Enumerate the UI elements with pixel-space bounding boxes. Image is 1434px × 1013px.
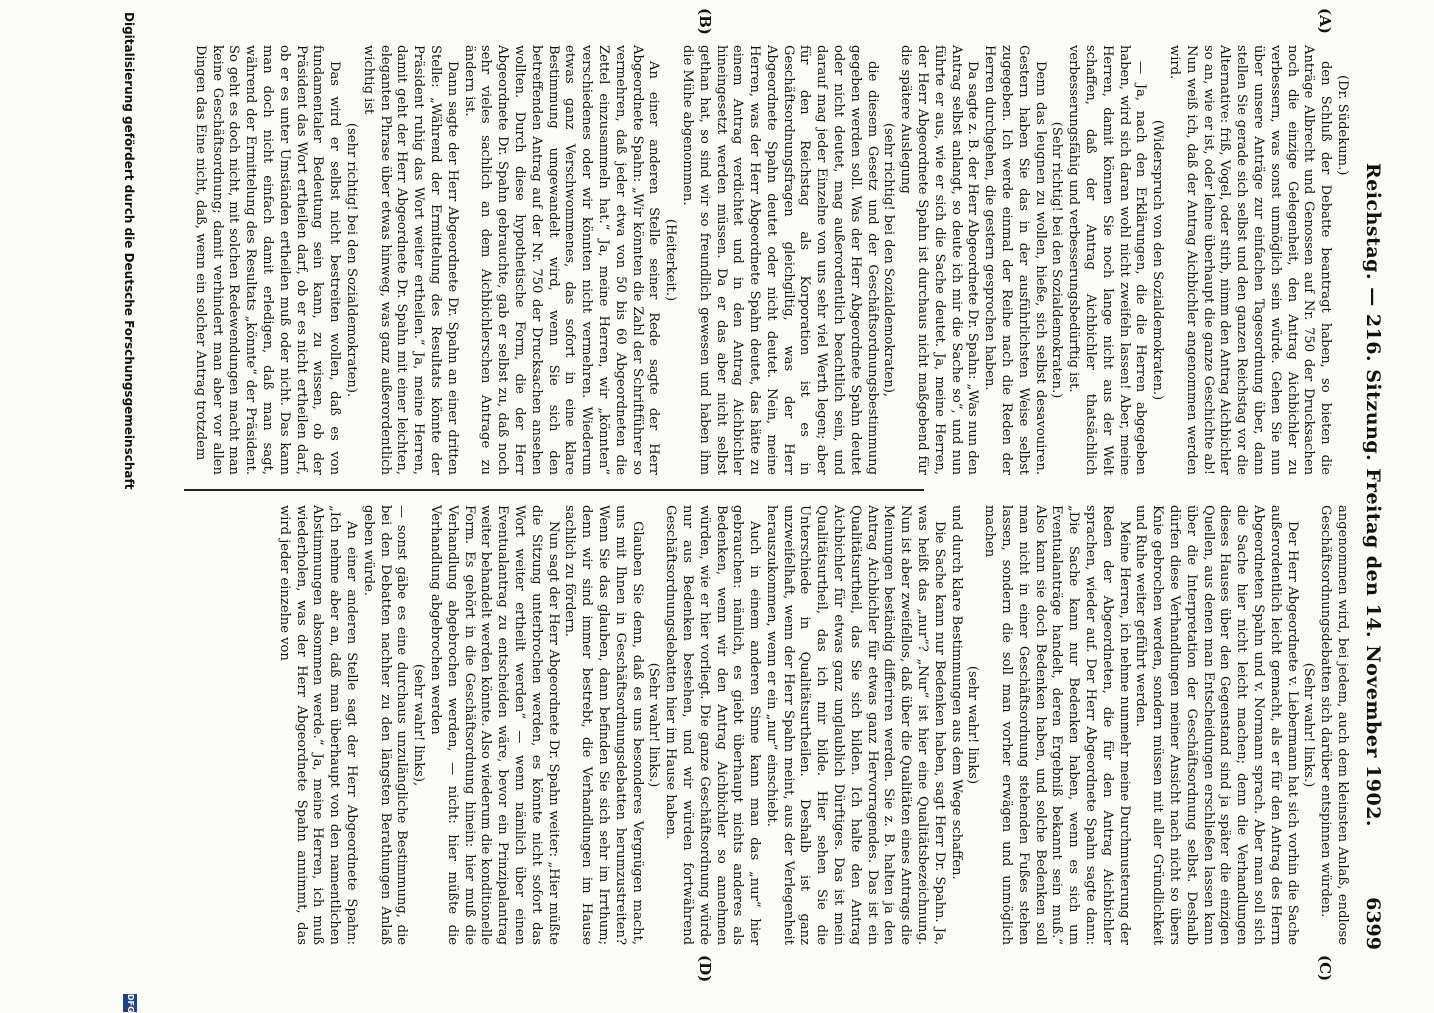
margin-mark-c: (C) <box>1316 955 1334 982</box>
interjection: (sehr richtig! bei den Sozialdemokraten), <box>881 122 897 398</box>
interjection: (Sehr richtig! bei den Sozialdemokraten.) <box>1049 121 1065 399</box>
interjection: (Sehr wahr! links.) <box>646 662 662 788</box>
paragraph: Der Herr Abgeordnete v. Liebermann hat sich vorhin die Sache außerordentlich leicht gemacht, als er für den Antrag des Herrn Abgeordneten Spahn und v. Normann sprach. Aber man soll sich die Sache hier nicht leicht machen; denn die Verhandlungen dieses Hauses über den Gegenstand sind ja später die einzigen Quellen, aus denen man Entscheidungen erschließen lassen kann über die Interpretation der Geschäftsordnung selbst. Deshalb dürfen diese Verhandlungen meiner Ansicht nach nicht so übers Knie gebrochen werden, sondern müssen mit aller Gründlichkeit und Ruhe weiter geführt werden. <box>1133 505 1300 945</box>
paragraph: Nun sagt der Herr Abgeordnete Dr. Spahn weiter: „Hier müßte die Sitzung unterbrochen werden, es könnte nicht sofort das Wort weiter ertheilt werden“ — wenn nämlich über einen Eventualantrag zu entscheiden wäre, bevor ein Prinzipalantrag weiter behandelt werden könnte. Also wiederum die konditionelle Form. Es gehört in die Geschäftsordnung hinein: hier muß die Verhandlung abgebrochen werden, — nicht: hier müßte die Verhandlung abgebrochen werden <box>427 505 561 945</box>
speaker-label: (Dr. Südekum.) <box>1335 75 1350 176</box>
interjection: (sehr wahr! links) <box>965 665 981 785</box>
paragraph: Denn das leugnen zu wollen, hieße, sich selbst desavouiren. Gestern haben Sie das in der ausführlichsten Weise selbst zugegeben. Ich werde einmal der Reihe nach die Reden der Herren durchgehen, die gestern gesprochen haben. <box>982 45 1048 475</box>
paragraph: Auch in einem anderen Sinne kann man das „nur“ hier gebrauchen: nämlich, es giebt überhaupt nichts anderes als Bedenken, wenn wir den Antrag Aichbichler so annehmen würden, wie er hier vorliegt. Die ganze Geschäftsordnung würde nur aus Bedenken bestehen, und wir würden fortwährend Geschäftsordnungsdebatten hier im Hause haben. <box>663 505 763 945</box>
margin-mark-b: (B) <box>696 8 714 35</box>
interjection: (Widerspruch von den Sozialdemokraten.) <box>1150 119 1166 401</box>
interjection: (Sehr wahr! links.) <box>1301 662 1317 788</box>
footer-text: Digitalisierung gefördert durch die Deutsche Forschungsgemeinschaft <box>122 12 136 490</box>
interjection: (sehr wahr! links), <box>411 663 427 787</box>
right-text-column <box>190 505 1350 945</box>
scanned-page <box>114 0 1394 1013</box>
header-title: Reichstag. — 216. Sitzung. Freitag den 14. November 1902. <box>1362 162 1384 828</box>
paragraph: Das wird er selbst nicht bestreiten wollen, daß es von fundamentaler Bedeutung sein kann, zu wissen, ob der Präsident das Wort ertheilen darf, ob er es nicht ertheilen darf, ob er es unter Umständen ertheilen muß oder nicht. Das kann man doch nicht einfach damit erledigen, daß man sagt, während der Ermittelung des Resultats „könnte“ der Präsident. So geht es doch nicht, mit solchen Redewendungen macht man keine Geschäftsordnung; damit verhindert man aber vor allen Dingen das Eine nicht, daß, wenn ein solcher Antrag trotzdem <box>192 45 343 475</box>
digitization-footer <box>114 0 142 1013</box>
page-header <box>1354 40 1388 950</box>
paragraph: An einer anderen Stelle sagt der Herr Abgeordnete Spahn: „Ich nehme aber an, daß man überhaupt von den namentlichen Abstimmungen absommen werde.“ Ja, meine Herren, ich muß wiederholen, was der Herr Abgeordnete Spahn annimmt, das wird jeder einzelne von <box>276 505 359 945</box>
paragraph: Dann sagte der Herr Abgeordnete Dr. Spahn an einer dritten Stelle: „Während der Ermittelung des Resultats könnte der Präsident ruhig das Wort weiter ertheilen.“ Ja, meine Herren, damit geht der Herr Abgeordnete Dr. Spahn mit einer leichten, eleganten Phrase über etwas hinweg, was ganz außerordentlich wichtig ist <box>360 45 460 475</box>
paragraph: die diesem Gesetz und der Geschäftsordnungsbestimmung gegeben werden soll. Was der Herr Abgeordnete Spahn deutet oder nicht deutet, mag außerordentlich beachtlich sein, und darauf mag jeder Einzelne von uns sehr viel Werth legen; aber für den Reichstag als Korporation ist es in Geschäftsordnungsfragen gleichgiltig, was der Herr Abgeordnete Spahn deutet oder nicht deutet. Nein, meine Herren, was der Herr Abgeordnete Spahn deutet, das hätte zu einem Antrag verdichtet und in den Antrag Aichbichler hineingesetzt werden müssen. Da er das aber nicht selbst gethan hat, so sind wir so freundlich gewesen und haben ihm die Mühe abgenommen. <box>679 45 880 475</box>
paragraph: — sonst gäbe es eine durchaus unzulängliche Bestimmung, die bei den Debatten nachher zu den längsten Berathungen Anlaß geben würde. <box>360 505 410 945</box>
paragraph: — Ja, nach den Erklärungen, die die Herren abgegeben haben, wird sich daran wohl nicht zweifeln lassen! Aber, meine Herren, damit können Sie noch lange nicht aus der Welt schaffen, daß der Antrag Aichbichler thatsächlich verbesserungsfähig und verbesserungsbedürftig ist. <box>1066 45 1149 475</box>
paragraph: und durch klare Bestimmungen aus dem Wege schaffen. <box>948 505 964 880</box>
paragraph: An einer anderen Stelle seiner Rede sagte der Herr Abgeordnete Spahn: „Wir könnten die Zahl der Schriftführer so vermehren, daß jeder etwa von 50 bis 60 Abgeordneten die Zettel einzusammeln hat.“ Ja, meine Herren, wir „könnten“ verschiedenes oder wir könnten nicht vermehren. Wiederum etwas ganz Verschwommenes, das sofort in eine klare Bestimmung umgewandelt wird, wenn Sie sich den betreffenden Antrag auf der Nr. 750 der Drucksachen ansehen wollten. Durch diese hypothetische Form, die der Herr Abgeordnete Dr. Spahn gebrauchte, gab er selbst zu, daß noch sehr vieles sachlich an dem Aichbichlerschen Antrage zu ändern ist. <box>461 45 662 475</box>
paragraph: Meine Herren, ich nehme nunmehr meine Durchmusterung der Reden der Abgeordneten, die für den Antrag Aichbichler sprachen, wieder auf. Der Herr Abgeordnete Spahn sagte dann: „Die Sache kann nur Bedenken haben, wenn es sich um Eventualanträge handelt, deren Ergebniß bekannt sein muß.“ Also kann sie doch Bedenken haben, und solche Bedenken soll man nicht in einer Geschäftsordnung stehenden Fußes stehen lassen, sondern die soll man vorher erwägen und unmöglich machen <box>982 505 1132 945</box>
dfg-logo: DFG <box>123 994 137 1012</box>
left-text-column <box>190 45 1350 475</box>
paragraph: Die Sache kann nur Bedenken haben, sagt Herr Dr. Spahn. Ja, was heißt das „nur“? „Nur“ ist hier eine Qualitätsbezeichnung. Nun ist aber zweifellos, daß über die Qualitäten eines Antrags die Meinungen beständig differiren werden. Sie z. B. halten ja den Antrag Aichbichler für etwas ganz Hervorragendes. Das ist ein Qualitätsurtheil, das Sie sich bilden. Ich halte den Antrag Aichbichler für etwas ganz unglaublich Dürftiges. Das ist mein Qualitätsurtheil, das ich mir bilde. Hier sehen Sie die Unterschiede in Qualitätsurtheilen. Deshalb ist ganz unzweifelhaft, wenn der Herr Spahn meint, aus der Verlegenheit herauszukommen, wenn er ein „nur“ einschiebt. <box>763 505 947 945</box>
page-number: 6399 <box>1362 897 1384 950</box>
interjection: (Heiterkeit.) <box>663 218 679 302</box>
interjection: (sehr richtig! bei den Sozialdemokraten). <box>343 122 359 398</box>
paragraph: angenommen wird, bei jedem, auch dem kleinsten Anlaß, endlose Geschäftsordnungsdebatten sich darüber entspinnen würden. <box>1318 505 1350 945</box>
paragraph: Da sagte z. B. der Herr Abgeordnete Dr. Spahn: „Was nun den Antrag selbst anlangt, so deute ich mir die Sache so“, und nun führte er aus, wie er sich die Sache deutet. Ja, meine Herren, der Herr Abgeordnete Spahn ist durchaus nicht maßgebend für die spätere Auslegung <box>898 45 981 475</box>
margin-mark-a: (A) <box>1316 8 1334 34</box>
column-divider <box>184 489 924 491</box>
margin-mark-d: (D) <box>696 955 714 983</box>
paragraph: den Schluß der Debatte beantragt haben, so bieten die Anträge Albrecht und Genossen auf Nr. 750 der Drucksachen noch die einzige Gelegenheit, den Antrag Aichbichler zu verbessern, was sonst unmöglich sein würde. Gehen Sie nun über unsere Anträge zur einfachen Tagesordnung über, dann stellen Sie gerade sich selbst und den ganzen Reichstag vor die Alternative: friß, Vogel, oder stirb, nimm den Antrag Aichbichler so an, wie er ist, oder lehne überhaupt die ganze Geschichte ab! Nun weiß ich, daß der Antrag Aichbichler angenommen werden wird. <box>1167 45 1334 475</box>
paragraph: Glauben Sie denn, daß es uns besonderes Vergnügen macht, uns mit Ihnen in Geschäftsordnungsdebatten herumzustreiten? Wenn Sie das glauben, dann befinden Sie sich sehr im Irrthum; denn wir sind immer bestrebt, die Verhandlungen im Hause sachlich zu fördern. <box>562 505 645 945</box>
